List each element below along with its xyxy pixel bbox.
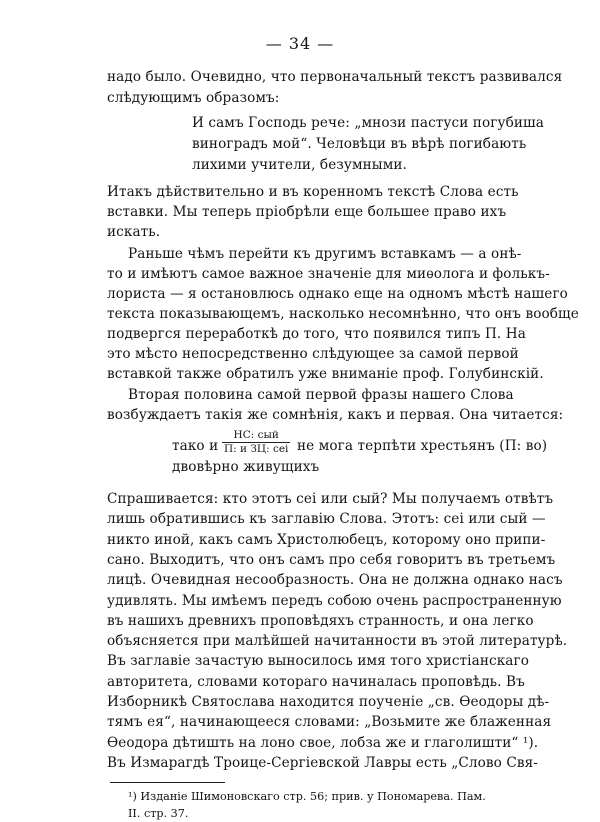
formula-suffix: не мога терпѣти хрестьянъ (П: во) — [297, 438, 548, 454]
body-line: лицѣ. Очевидная несообразность. Она не должна однако насъ — [107, 572, 563, 589]
body-line: то и имѣютъ самое важное значеніе для миѳолога и фолькъ- — [107, 266, 550, 282]
body-line: возбуждаетъ такія же сомнѣнія, какъ и первая. Она читается: — [107, 407, 564, 423]
fraction-numerator: НС: сый — [222, 429, 290, 443]
body-line: это мѣсто непосредственно слѣдующее за самой первой — [107, 346, 519, 362]
body-line: Вторая половина самой первой фразы нашего Слова — [128, 387, 514, 403]
body-line: надо было. Очевидно, что первоначальный текстъ развивался — [107, 69, 563, 85]
body-line: подвергся переработкѣ до того, что появился типъ П. На — [107, 326, 526, 342]
footnote-rule — [110, 782, 225, 783]
body-line: авторитета, словами котораго начиналась проповѣдь. Въ — [107, 673, 525, 690]
body-line: удивлять. Мы имѣемъ передъ собою очень распространенную — [107, 592, 562, 609]
body-line: текста показывающемъ, насколько несомнѣнно, что онъ вообще — [107, 306, 579, 322]
body-line: въ нашихъ древнихъ проповѣдяхъ странность, и она легко — [107, 612, 534, 629]
body-line: искать. — [107, 224, 161, 240]
quote-line: И самъ Господь рече: „мнози пастуси погубиша — [192, 115, 544, 131]
formula-prefix: тако и — [172, 438, 219, 454]
body-line: объясняется при малѣйшей начитанности въ этой литературѣ. — [107, 633, 568, 650]
quote-line: виноградъ мой“. Человѣци въ вѣрѣ погибають — [192, 136, 527, 152]
body-line: лишь обратившись къ заглавію Слова. Этотъ: сеі или сый — — [107, 511, 546, 528]
page-number: — 34 — — [265, 34, 335, 53]
body-line: Итакъ дѣйствительно и въ коренномъ текстѣ Слова есть — [107, 184, 519, 200]
body-line: вставкой также обратилъ уже вниманіе проф. Голубинскій. — [107, 366, 544, 382]
body-line: слѣдующимъ образомъ: — [107, 90, 280, 106]
footnote-line: II. стр. 37. — [128, 806, 189, 820]
fraction-denominator: П: и ЗЦ: сеі — [224, 443, 289, 455]
formula-continuation: двовѣрно живущихъ — [172, 459, 320, 475]
body-line: Ѳеодора дѣтишть на лоно свое, лобза же и глаголишти“ ¹). — [107, 734, 539, 751]
body-line: Спрашивается: кто этотъ сеі или сый? Мы получаемъ отвѣтъ — [107, 491, 554, 507]
footnote-line: ¹) Изданіе Шимоновскаго стр. 56; прив. у Пономарева. Пам. — [128, 789, 486, 803]
body-line: Въ Измарагдѣ Троице-Сергіевской Лавры есть „Слово Свя- — [107, 754, 538, 771]
variant-fraction — [222, 429, 290, 456]
body-line: вставки. Мы теперь пріобрѣли еще большее право ихъ — [107, 204, 507, 220]
body-line: Раньше чѣмъ перейти къ другимъ вставкамъ — а онѣ- — [128, 246, 522, 262]
body-line: Изборникѣ Святослава находится поученіе „св. Ѳеодоры дѣ- — [107, 694, 550, 710]
body-line: никто иной, какъ самъ Христолюбецъ, которому оно припи- — [107, 531, 546, 548]
body-line: сано. Выходитъ, что онъ самъ про себя говоритъ въ третьемъ — [107, 551, 556, 568]
body-line: Въ заглавіе зачастую выносилось имя того христіанскаго — [107, 653, 530, 670]
body-line: лориста — я остановлюсь однако еще на одномъ мѣстѣ нашего — [107, 286, 568, 302]
quote-line: лихими учители, безумными. — [192, 157, 407, 173]
body-line: тямъ ея“, начинающееся словами: „Возьмите же блаженная — [107, 714, 552, 731]
